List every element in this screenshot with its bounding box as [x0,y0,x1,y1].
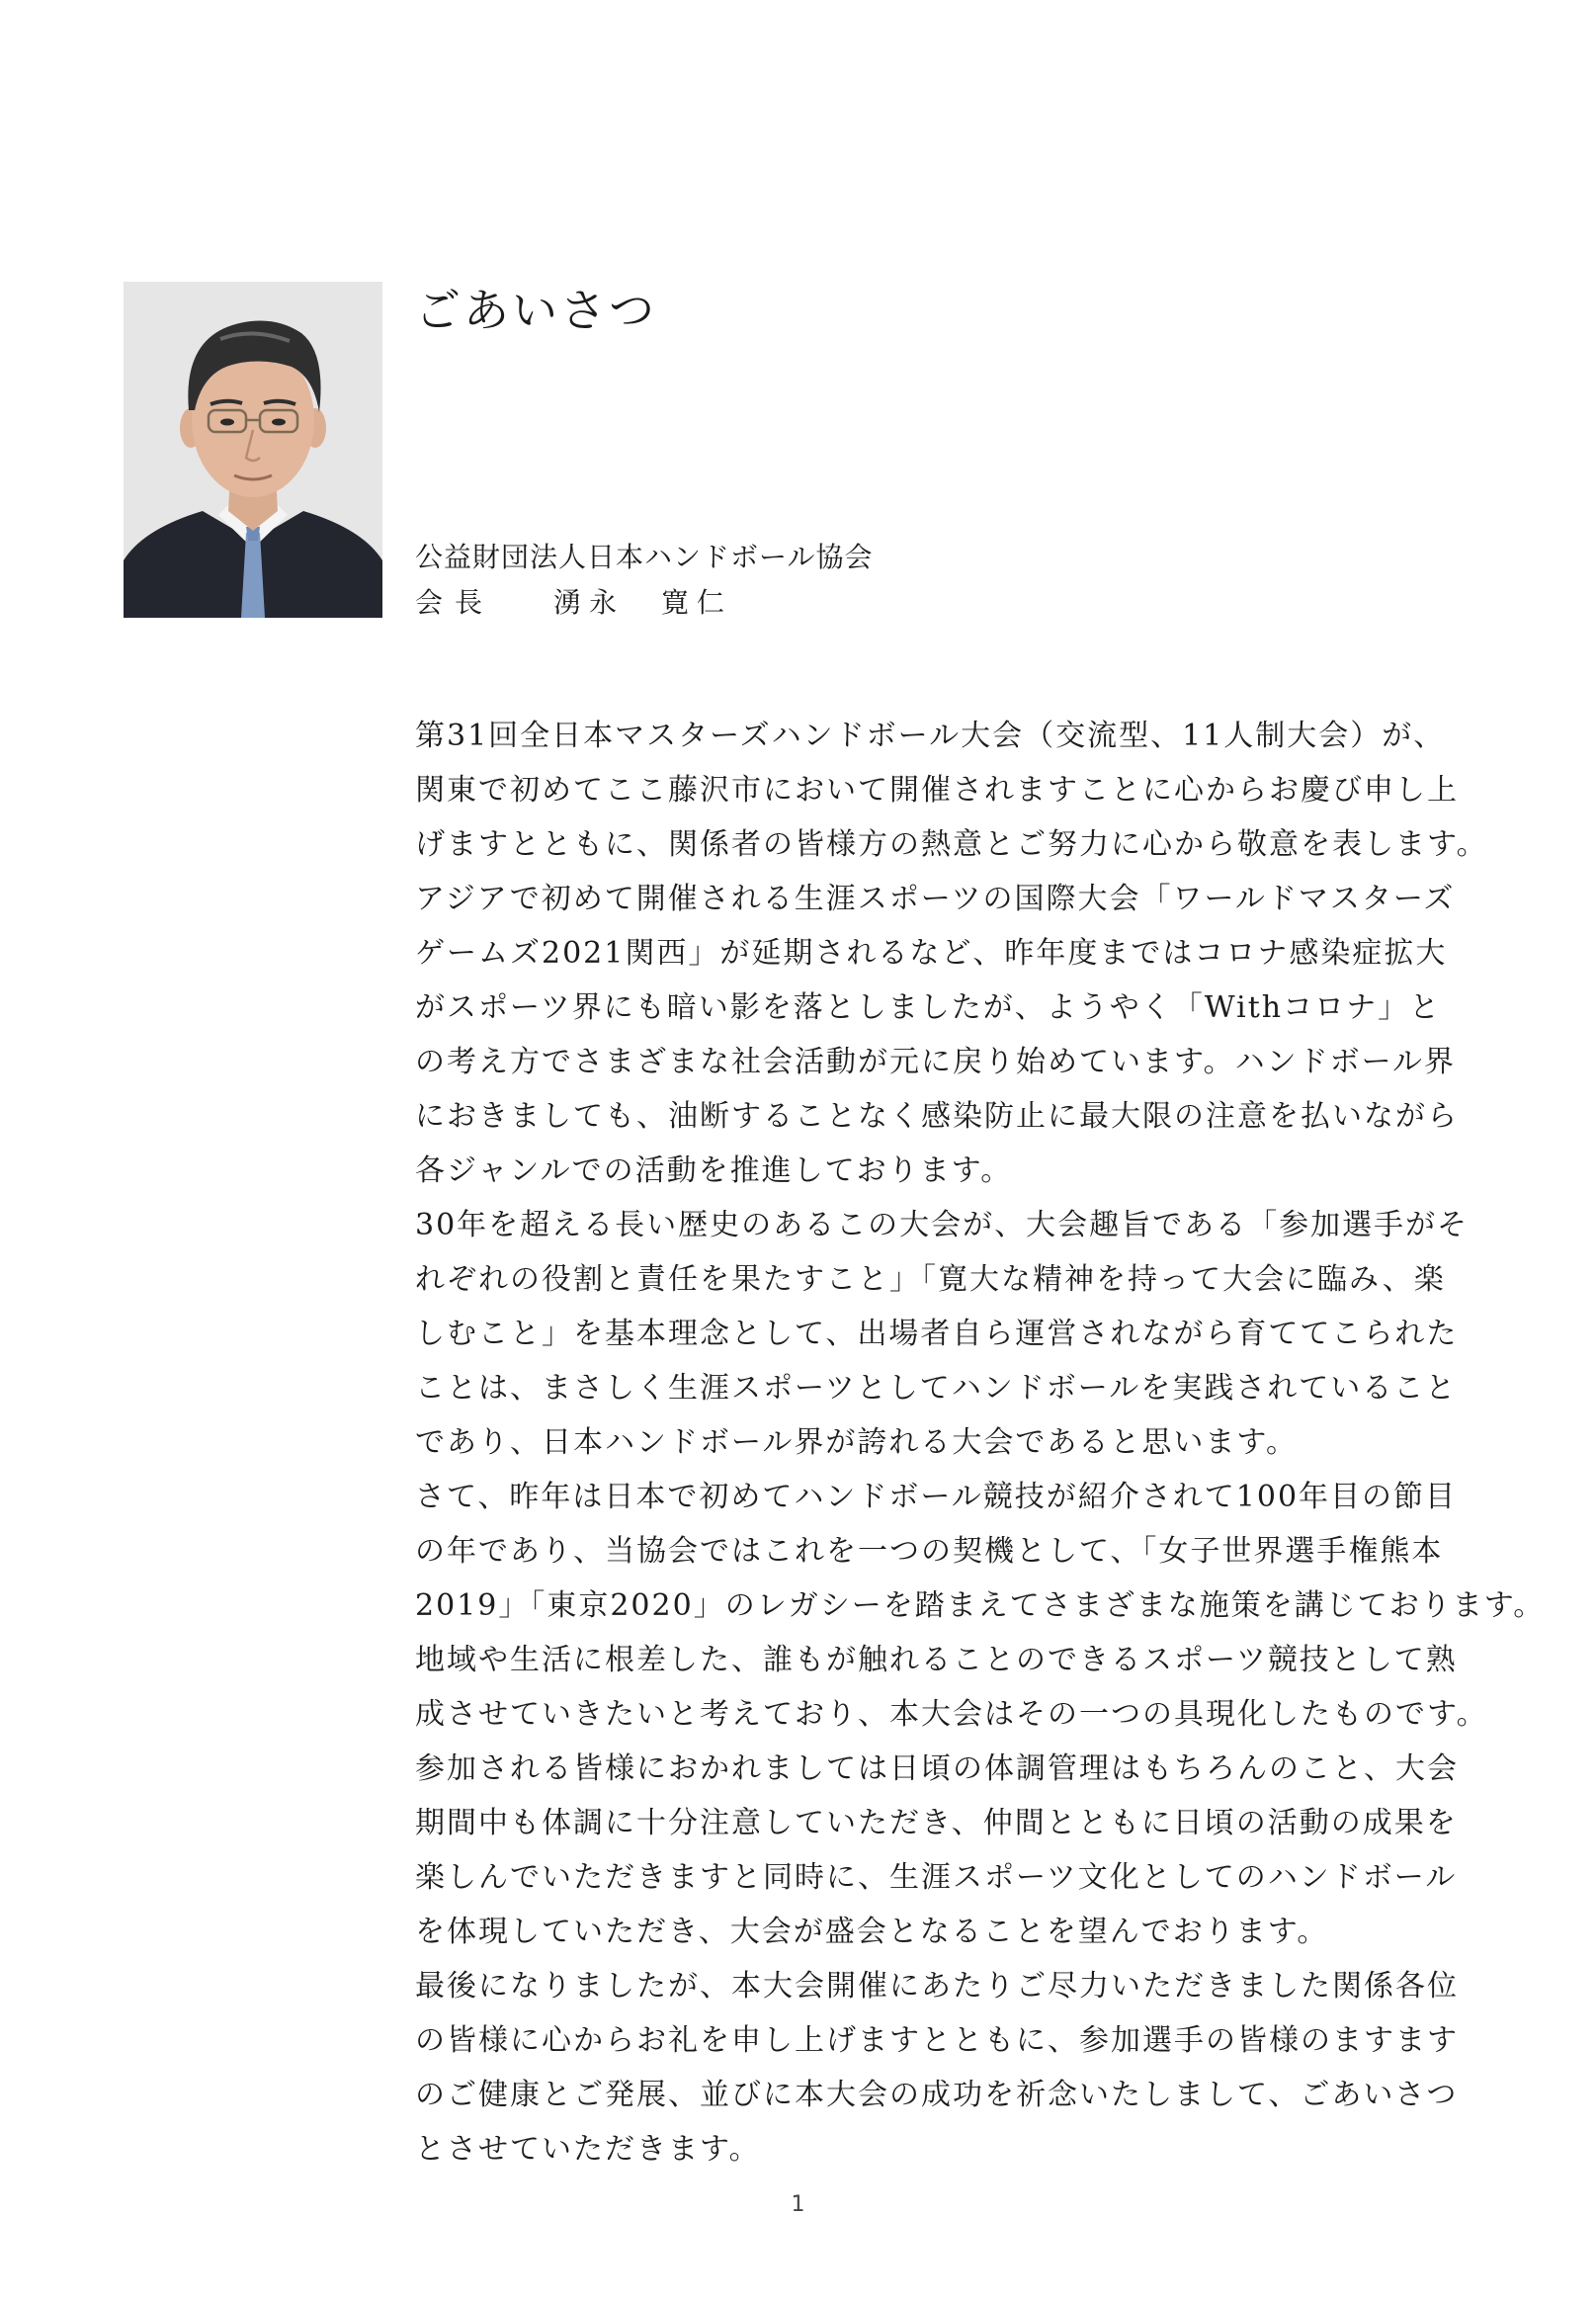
body-line: ゲームズ2021関西」が延期されるなど、昨年度まではコロナ感染症拡大 [415,936,1448,971]
body-line: の皆様に心からお礼を申し上げますとともに、参加選手の皆様のますます [415,2023,1459,2058]
portrait-photo [124,282,382,618]
body-line: 関東で初めてここ藤沢市において開催されますことに心からお慶び申し上 [415,773,1459,808]
page-title: ごあいさつ [415,284,657,337]
body-line: であり、日本ハンドボール界が誇れる大会であると思います。 [415,1425,1298,1460]
body-line: がスポーツ界にも暗い影を落としましたが、ようやく「Withコロナ」と [415,990,1442,1025]
body-line: 2019」「東京2020」のレガシーを踏まえてさまざまな施策を講じております。 [415,1588,1546,1623]
author-role: 会長 [415,586,495,619]
portrait-eye-right [272,419,286,426]
body-line: 楽しんでいただきますと同時に、生涯スポーツ文化としてのハンドボール [415,1860,1458,1895]
body-line: 30年を超える長い歴史のあるこの大会が、大会趣旨である「参加選手がそ [415,1208,1470,1242]
body-line: の年であり、当協会ではこれを一つの契機として、「女子世界選手権熊本 [415,1534,1444,1569]
greeting-body [415,709,1546,2176]
body-line: を体現していただき、大会が盛会となることを望んでおります。 [415,1915,1329,1949]
author-organization: 公益財団法人日本ハンドボール協会 [415,541,874,573]
body-line: 第31回全日本マスターズハンドボール大会（交流型、11人制大会）が、 [415,719,1446,753]
body-line: しむこと」を基本理念として、出場者自ら運営されながら育ててこられた [415,1317,1459,1351]
body-line: とさせていただきます。 [415,2132,761,2167]
body-line: 地域や生活に根差した、誰もが触れることのできるスポーツ競技として熟 [415,1643,1458,1677]
author-role-line [415,581,732,621]
portrait-eye-left [220,419,234,426]
body-line: におきましても、油断することなく感染防止に最大限の注意を払いながら [415,1099,1459,1134]
body-line: のご健康とご発展、並びに本大会の成功を祈念いたしまして、ごあいさつ [415,2078,1459,2112]
body-line: 最後になりましたが、本大会開催にあたりご尽力いただきました関係各位 [415,1969,1459,2004]
body-line: 成させていきたいと考えており、本大会はその一つの具現化したものです。 [415,1697,1488,1732]
body-line: アジアで初めて開催される生涯スポーツの国際大会「ワールドマスターズ [415,882,1456,916]
body-line: さて、昨年は日本で初めてハンドボール競技が紹介されて100年目の節目 [415,1480,1458,1514]
body-line: 期間中も体調に十分注意していただき、仲間とともに日頃の活動の成果を [415,1806,1458,1840]
portrait-illustration [124,282,382,618]
body-line: 各ジャンルでの活動を推進しております。 [415,1153,1013,1188]
body-line: げますとともに、関係者の皆様方の熱意とご努力に心から敬意を表します。 [415,827,1488,862]
body-line: れぞれの役割と責任を果たすこと」「寛大な精神を持って大会に臨み、楽 [415,1262,1446,1297]
body-line: 参加される皆様におかれましては日頃の体調管理はもちろんのこと、大会 [415,1751,1459,1786]
body-line: ことは、まさしく生涯スポーツとしてハンドボールを実践されていること [415,1371,1458,1406]
body-line: の考え方でさまざまな社会活動が元に戻り始めています。ハンドボール界 [415,1045,1456,1079]
page-number: 1 [791,2192,805,2217]
author-name: 湧永 寛仁 [553,586,732,619]
